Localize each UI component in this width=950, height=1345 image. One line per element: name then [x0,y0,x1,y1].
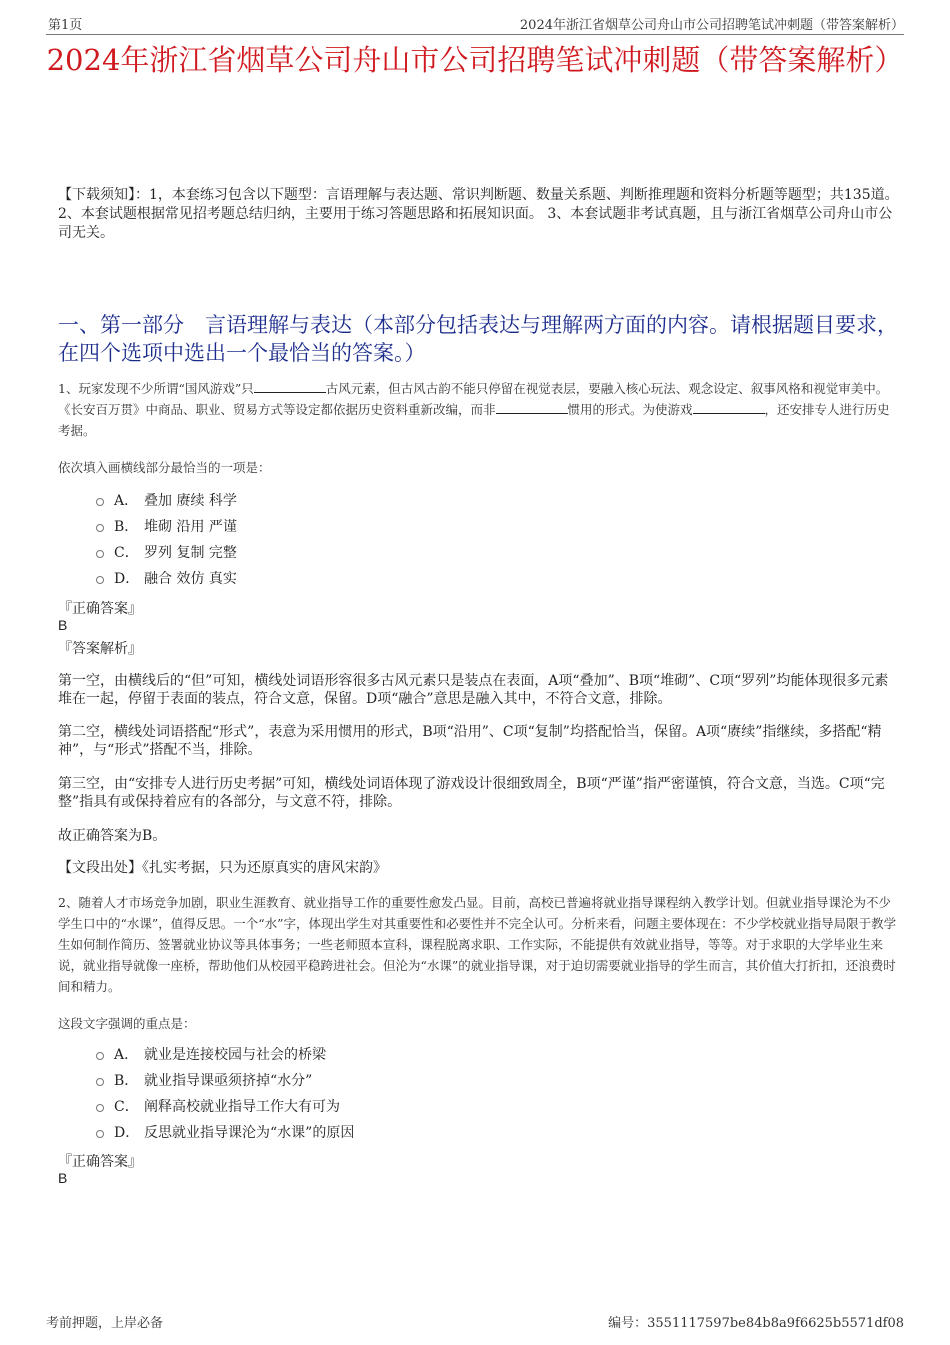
answer-value: B [58,1170,68,1186]
option-a[interactable]: A． 叠加 赓续 科学 [96,487,237,513]
radio-icon[interactable] [96,498,104,506]
question-1-text [58,378,898,441]
radio-icon[interactable] [96,550,104,558]
option-c[interactable]: C． 阐释高校就业指导工作大有可为 [96,1093,354,1119]
option-d[interactable]: D． 反思就业指导课沦为“水课”的原因 [96,1119,354,1145]
radio-icon[interactable] [96,1052,104,1060]
option-d[interactable]: D． 融合 效仿 真实 [96,565,237,591]
blank-2 [496,401,568,414]
question-1-options [96,487,237,591]
answer-label: 『正确答案』 [58,601,142,617]
document-title: 2024年浙江省烟草公司舟山市公司招聘笔试冲刺题（带答案解析） [46,43,904,77]
question-2-options [96,1041,354,1145]
answer-value: B [58,617,68,633]
option-a[interactable]: A． 就业是连接校园与社会的桥梁 [96,1041,354,1067]
footer-doc-id: 编号：3551117597be84b8a9f6625b5571df08 [608,1316,904,1331]
header-doc-title: 2024年浙江省烟草公司舟山市公司招聘笔试冲刺题（带答案解析） [519,18,904,33]
radio-icon[interactable] [96,1104,104,1112]
analysis-paragraph-1: 第一空，由横线后的“但”可知，横线处词语形容很多古风元素只是装点在表面，A项“叠加”、B项“堆砌”、C项“罗列”均能体现很多元素堆在一起，停留于表面的装点，符合文意，保留。D项“融合”意思是融入其中，不符合文意，排除。 [58,673,889,707]
question-1-part4: ，还安排专人进行历史考据。 [58,402,890,438]
option-b[interactable]: B． 堆砌 沿用 严谨 [96,513,237,539]
analysis-conclusion: 故正确答案为B。 [58,828,167,844]
analysis-paragraph-3: 第三空，由“安排专人进行历史考据”可知，横线处词语体现了游戏设计很细致周全，B项“严谨”指严密谨慎，符合文意，当选。C项“完整”指具有或保持着应有的各部分，与文意不符，排除。 [58,776,885,810]
question-1-part2: 古风元素，但古风古韵不能只停留在视觉表层，要融入核心玩法、观念设定、叙事风格和视觉审美中。《长安百万贯》中商品、职业、贸易方式等设定都依据历史资料重新改编，而非 [58,381,889,417]
analysis-label: 『答案解析』 [58,641,142,657]
question-1-part3: 惯用的形式。为使游戏 [567,402,693,417]
radio-icon[interactable] [96,524,104,532]
radio-icon[interactable] [96,1078,104,1086]
question-2-prompt: 这段文字强调的重点是： [58,1016,196,1031]
question-1-prompt: 依次填入画横线部分最恰当的一项是： [58,460,271,475]
section-heading: 一、第一部分 言语理解与表达（本部分包括表达与理解两方面的内容。请根据题目要求，在四个选项中选出一个最恰当的答案。） [58,313,898,365]
question-2-text: 2、随着人才市场竞争加剧，职业生涯教育、就业指导工作的重要性愈发凸显。目前，高校已普遍将就业指导课程纳入教学计划。但就业指导课沦为不少学生口中的“水课”，值得反思。一个“水”字，体现出学生对其重要性和必要性并不完全认可。分析来看，问题主要体现在：不少学校就业指导局限于教学生如何制作简历、签署就业协议等具体事务；一些老师照本宣科，课程脱离求职、工作实际，不能提供有效就业指导，等等。对于求职的大学毕业生来说，就业指导就像一座桥，帮助他们从校园平稳跨进社会。但沦为“水课”的就业指导课，对于迫切需要就业指导的学生而言，其价值大打折扣，还浪费时间和精力。 [58,895,897,994]
answer-label: 『正确答案』 [58,1154,142,1170]
page-header [46,14,904,35]
footer-slogan: 考前押题，上岸必备 [46,1316,164,1331]
radio-icon[interactable] [96,576,104,584]
page-number: 第1页 [48,18,83,33]
download-notice: 【下载须知】：1，本套练习包含以下题型：言语理解与表达题、常识判断题、数量关系题、判断推理题和资料分析题等题型；共135道。 2、本套试题根据常见招考题总结归纳，主要用于练习答题思路和拓展知识面。 3、本套试题非考试真题，且与浙江省烟草公司舟山市公司无关。 [58,187,899,241]
passage-source: 【文段出处】《扎实考据，只为还原真实的唐风宋韵》 [58,860,387,876]
question-1-part1: 1、玩家发现不少所谓“国风游戏”只 [58,381,254,396]
radio-icon[interactable] [96,1130,104,1138]
blank-3 [693,401,765,414]
option-b[interactable]: B． 就业指导课亟须挤掉“水分” [96,1067,354,1093]
option-c[interactable]: C． 罗列 复制 完整 [96,539,237,565]
analysis-paragraph-2: 第二空，横线处词语搭配“形式”，表意为采用惯用的形式，B项“沿用”、C项“复制”均搭配恰当，保留。A项“赓续”指继续，多搭配“精神”，与“形式”搭配不当，排除。 [58,724,882,758]
blank-1 [254,380,326,393]
